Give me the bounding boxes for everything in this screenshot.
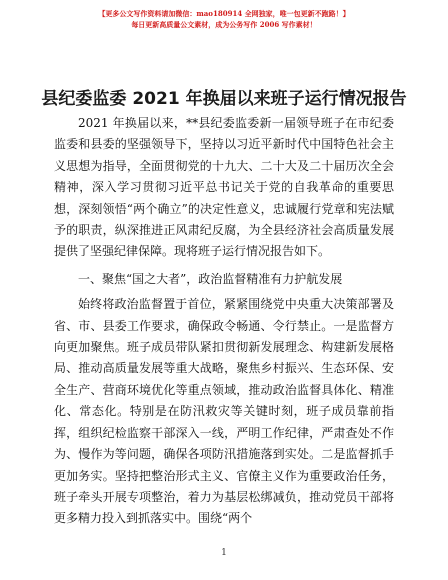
- document-title: 县纪委监委 2021 年换届以来班子运行情况报告: [41, 89, 407, 109]
- page-number: 1: [221, 548, 227, 558]
- banner-subline: 每日更新高质量公文素材，成为公务写作 2006 写作素材！: [131, 20, 317, 29]
- banner-promo-line: 【更多公文写作资料请加微信：mao180914 全网独家，唯一包更新不跑路！】: [98, 9, 350, 18]
- section-heading: 一、聚焦“国之大者”，政治监督精准有力护航发展: [78, 271, 343, 286]
- document-body: [54, 113, 394, 530]
- intro-paragraph: 2021 年换届以来，**县纪委监委新一届领导班子在市纪委监委和县委的坚强领导下，坚持以习近平新时代中国特色社会主义思想为指导，全面贯彻党的十九大、二十大及二十届历次全会精神，深入学习贯彻习近平总书记关于党的自我革命的重要思想，深刻领悟“两个确立”的决定性意义，忠诚履行党章和宪法赋予的职责，纵深推进正风肃纪反腐，为全县经济社会高质量发展提供了坚强纪律保障。现将班子运行情况报告如下。: [54, 116, 394, 259]
- section-paragraph: 始终将政治监督置于首位，紧紧围绕党中央重大决策部署及省、市、县委工作要求，确保政令畅通、令行禁止。一是监督方向更加聚焦。班子成员带队紧扣贯彻新发展理念、构建新发展格局、推动高质量发展等重大战略，聚焦乡村振兴、生态环保、安全生产、营商环境优化等重点领域，推动政治监督具体化、精准化、常态化。特别是在防汛救灾等关键时刻，班子成员靠前指挥，组织纪检监察干部深入一线，严明工作纪律，严肃查处不作为、慢作为等问题，确保各项防汛措施落到实处。二是监督抓手更加务实。坚持把整治形式主义、官僚主义作为重要政治任务，班子牵头开展专项整治，着力为基层松绑减负，推动党员干部将更多精力投入到抓落实中。围绕“两个: [54, 297, 394, 526]
- header-banner: [0, 8, 448, 30]
